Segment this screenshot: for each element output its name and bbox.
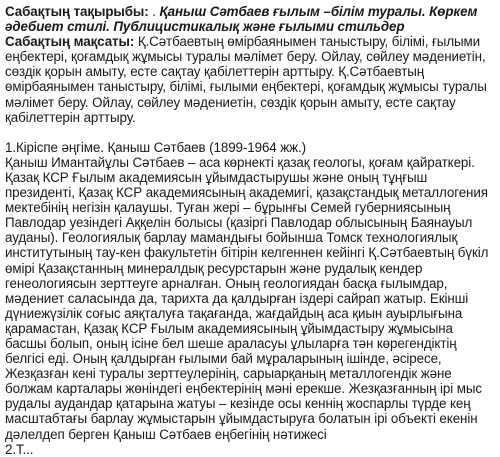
topic-text: Қаныш Сәтбаев ғылым –білім туралы. Көркем әдебиет стилі. Публицистикалық және ғылыми стильдер [5, 4, 478, 35]
cut-off-line: 2.Т... [5, 441, 34, 457]
goal-text: Қ.Сәтбаевтың өмірбаянымен таныстыру, білімі, ғылыми еңбектері, қоғамдық жұмысы туралы мәлімет беру. Ойлау, сөйлеу мәдениетін, сөздік қорын амыту, есте сақтау қабілеттерін арттыру. Қ.Сәтбаевтың өмірбаянымен таныстыру, білімі, ғылыми еңбектері, қоғамдық жұмысы туралы мәлімет беру. Ойлау, сөйлеу мәдениетін, сөздік қорын амыту, есте сақтау қабілеттерін арттыру. [5, 34, 487, 125]
topic-separator: . [148, 4, 160, 19]
body-text: Қаныш Имантайұлы Сәтбаев – аса көрнекті қазақ геологы, қоғам қайраткері. Қазақ КСР Ғылым академиясын ұйымдастырушы және оның тұңғыш президенті, Қазақ КСР академиясының академигі, қазақстандық металлогения мектебінің негізін қалаушы. Туған жері – бұрынғы Семей губерниясының Павлодар уезіндегі Аққелін болысы (қазіргі Павлодар облысының Баянауыл ауданы). Геологиялық барлау мамандығы бойынша Томск технологиялық институтының тау-кен факультетін бітірін келгеннен кейінгі Қ.Сәтбаевтың бүкіл өмірі Қазақстанның минералдық ресурстарын және рудалық кендер генеологиясын зерттеуге арналған. Оның геологиядан басқа ғылымдар, мәдениет саласында да, тарихта да қалдырған іздері сайрап жатыр. Екінші дүниежүзілік соғыс аяқталуға тақағанда, жағдайдың аса қиын ауырлығына қарамастан, Қазақ КСР Ғылым академиясының ұйымдастыру жұмысына басшы болып, оның ісіне бел шеше араласуы ұлыларға тән көрегендіктің белгісі еді. Оның қалдырған ғылыми бай мұраларының ішінде, әсіресе, Жезқазған кені туралы зерттеулерінің, сарыарқаның металлогендік және болжам карталары жөніндегі еңбектерінің мәні ерекше. Жезқазғанның ірі мыс рудалы аудандар қатарына жатуы – кезінде осы кеннің жоспарлы түрде кең масштабтағы барлау жұмыстарын ұйымдастыруға болатын ірі объекті екенін дәлелдеп берген Қаныш Сәтбаев еңбегінің нәтижесі [5, 154, 489, 442]
paragraph-gap [5, 125, 496, 140]
lesson-goal [5, 34, 496, 125]
goal-label: Сабақтың мақсаты: [5, 34, 135, 50]
lesson-topic [5, 4, 496, 34]
section-heading: 1.Кіріспе әңгіме. Қаныш Сәтбаев (1899-1964 жж.) [5, 139, 306, 155]
topic-label: Сабақтың тақырыбы: [5, 4, 149, 19]
